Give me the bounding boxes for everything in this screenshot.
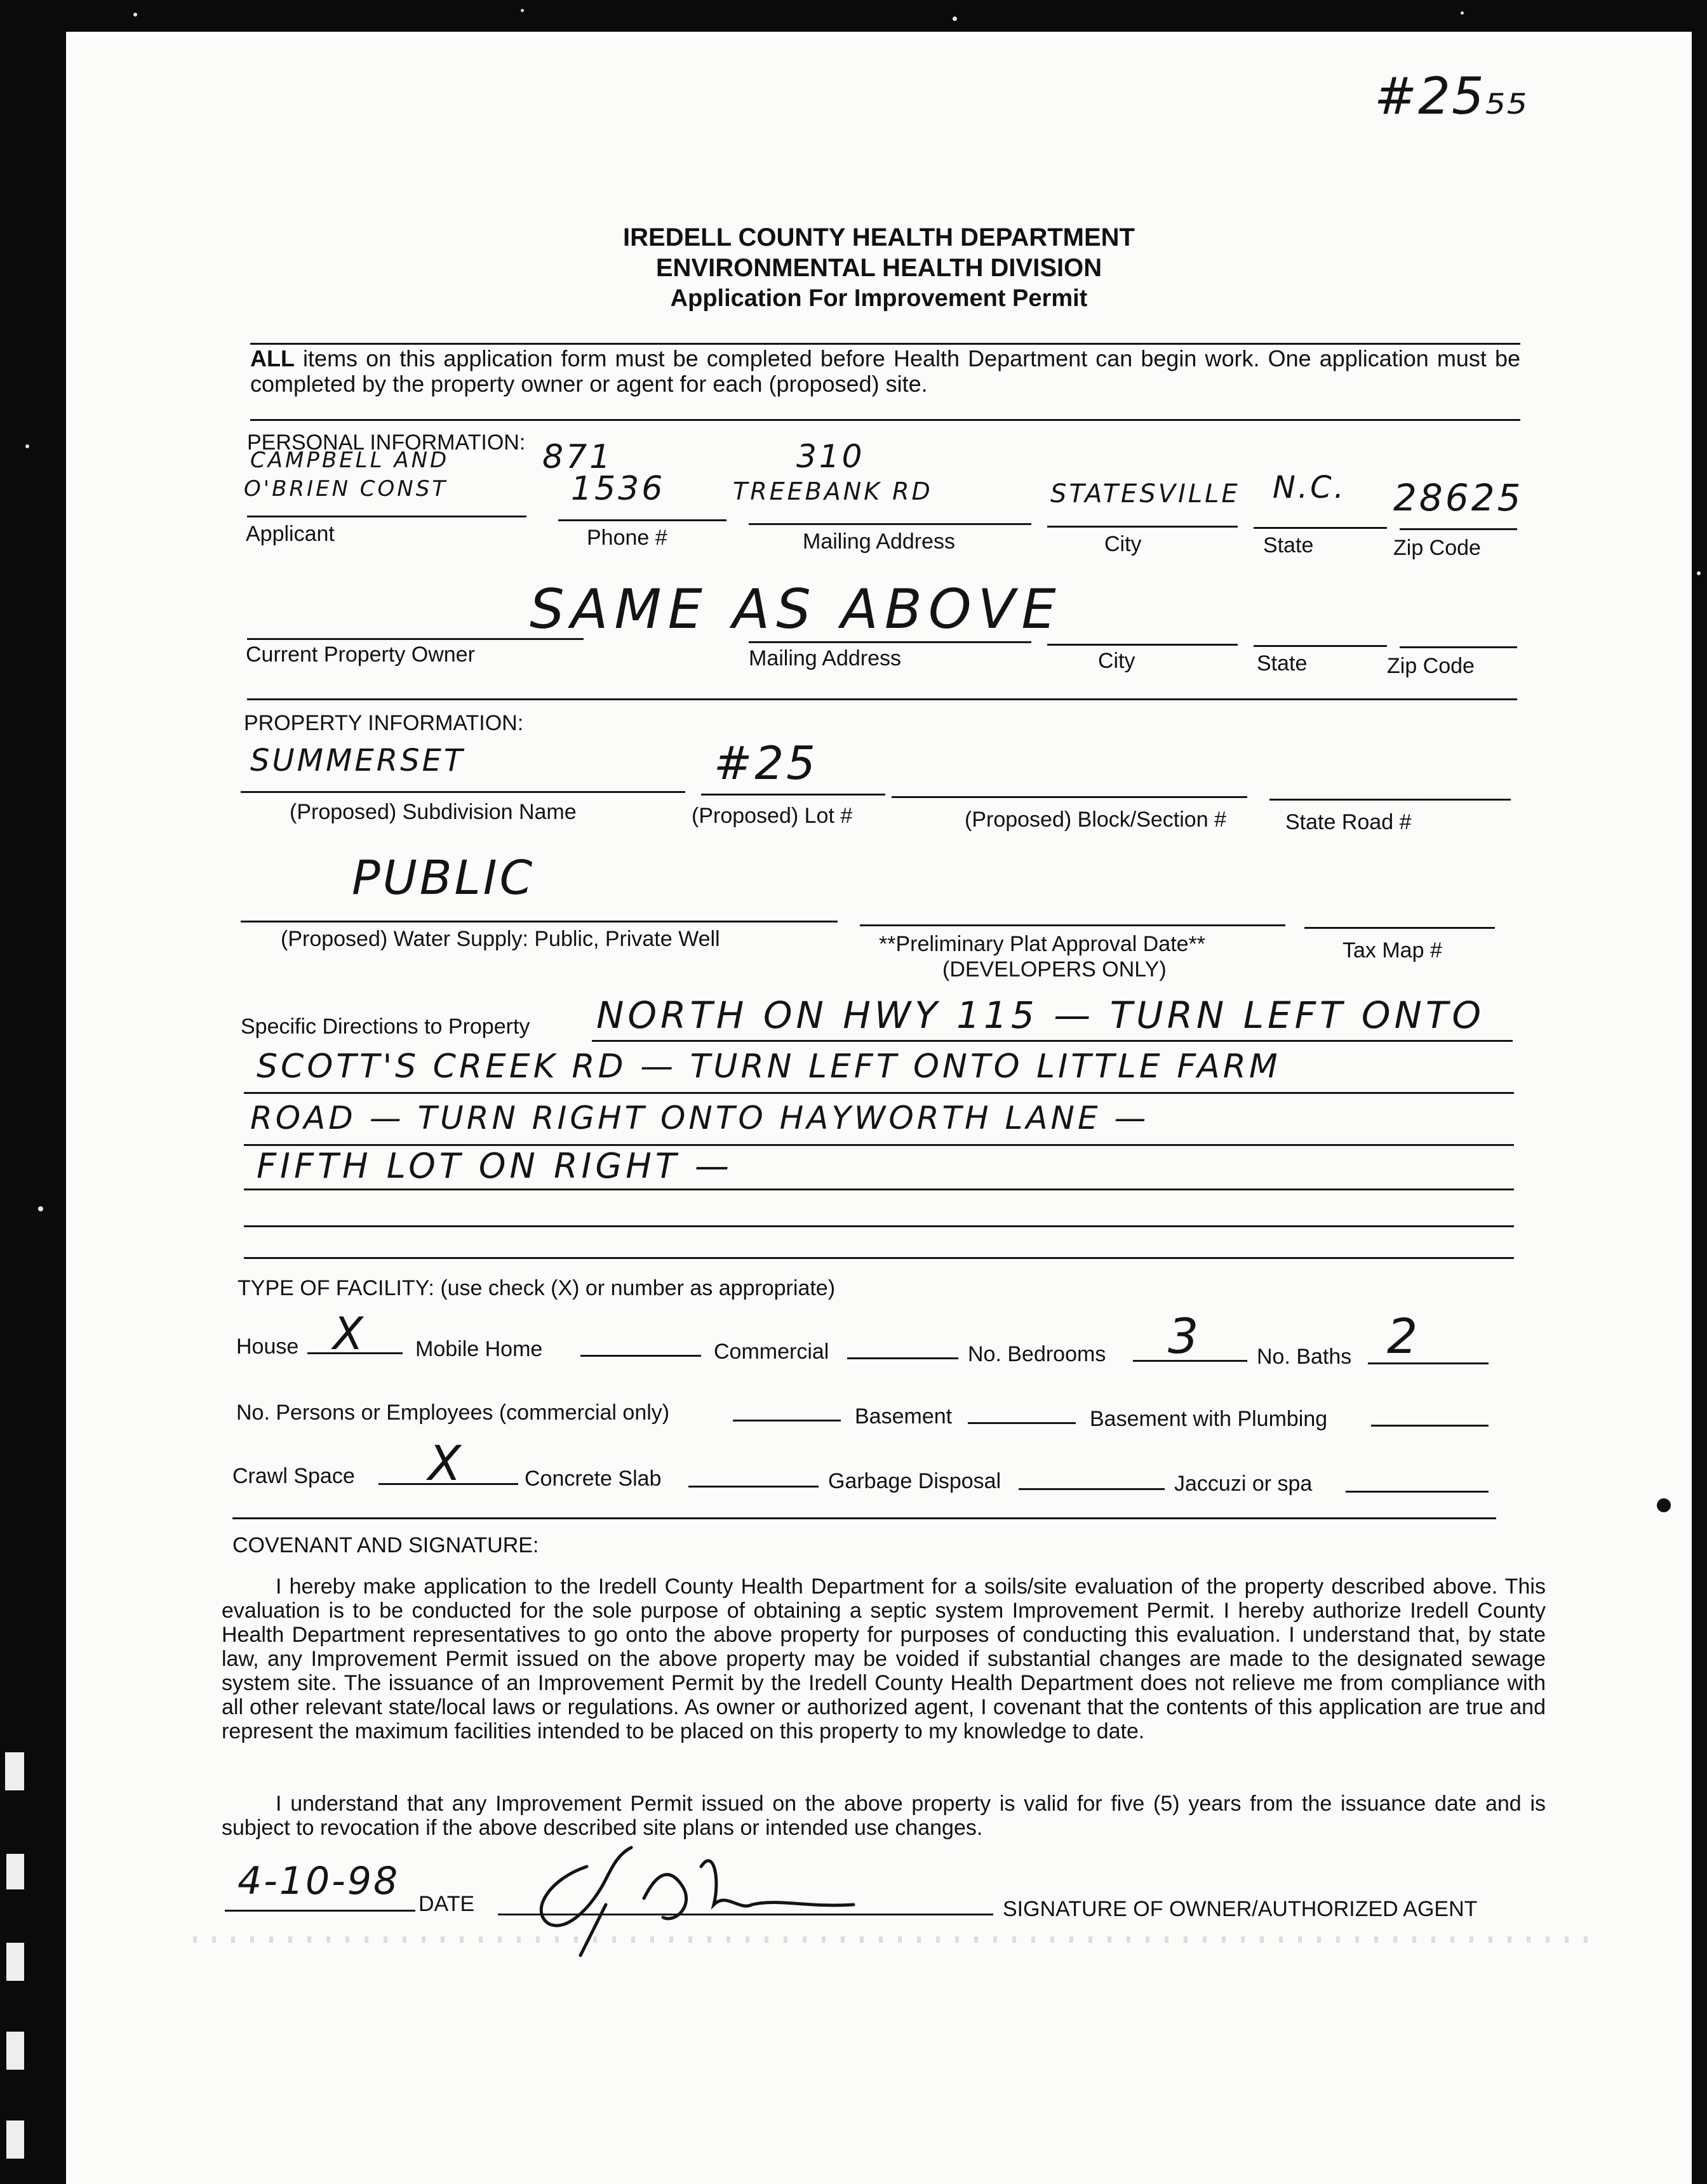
plat-line (860, 924, 1285, 926)
edge-mark (6, 1943, 24, 1981)
basement-label: Basement (855, 1404, 953, 1428)
scan-speck (1461, 11, 1464, 15)
directions-rule (244, 1257, 1514, 1259)
address-line (749, 523, 1031, 525)
city-label: City (1104, 532, 1142, 556)
zip-value: 28625 (1393, 476, 1523, 519)
directions-line2: SCOTT'S CREEK RD — TURN LEFT ONTO LITTLE FARM (257, 1048, 1281, 1086)
subdivision-line (241, 791, 685, 793)
jacuzzi-label: Jaccuzi or spa (1174, 1472, 1313, 1496)
directions-line3: ROAD — TURN RIGHT ONTO HAYWORTH LANE — (250, 1100, 1149, 1136)
applicant-value-line2: O'BRIEN CONST (244, 476, 448, 502)
scan-noise (193, 1936, 1590, 1943)
scan-speck (38, 1206, 43, 1211)
edge-mark (6, 2121, 24, 2159)
covenant-paragraph2: I understand that any Improvement Permit issued on the above property is valid for five (5) years from the issuance date and is subject to revocation if the above described site plans or intended use changes. (222, 1792, 1546, 1840)
basement-plumbing-label: Basement with Plumbing (1090, 1407, 1328, 1431)
road-line (1269, 799, 1511, 801)
zip-label: Zip Code (1393, 536, 1481, 560)
date-value: 4-10-98 (238, 1859, 400, 1903)
baths-label: No. Baths (1257, 1345, 1352, 1369)
directions-line1: NORTH ON HWY 115 — TURN LEFT ONTO (596, 994, 1485, 1037)
lot-label: (Proposed) Lot # (692, 804, 853, 828)
covenant-paragraph1: I hereby make application to the Iredell County Health Department for a soils/site evaluation of the property described above. This evaluation is to be conducted for the sole purpose of obtaining a septic system Improvement Permit. I hereby authorize Iredell County Health Department representatives to go onto the above property for purposes of conducting this evaluation. I understand that, by state law, any Improvement Permit issued on the above property may be voided if substantial changes are made to the designated sewage system site. The issuance of an Improvement Permit by the Iredell County Health Department does not relieve me from compliance with all other relevant state/local laws or regulations. As owner or authorized agent, I covenant that the contents of this application are true and represent the maximum facilities intended to be placed on this property to my knowledge to date. (222, 1575, 1546, 1743)
personal-section-label: PERSONAL INFORMATION: (247, 430, 526, 455)
owner-state-label: State (1257, 651, 1308, 676)
commercial-line (847, 1357, 958, 1359)
block-line (892, 796, 1247, 798)
jacuzzi-line (1346, 1491, 1489, 1493)
owner-city-label: City (1098, 649, 1135, 673)
lot-value: #25 (714, 736, 818, 790)
water-label: (Proposed) Water Supply: Public, Private Well (281, 927, 720, 951)
scan-speck (133, 13, 137, 17)
basement-line (968, 1422, 1076, 1424)
divider (247, 698, 1517, 700)
owner-line (247, 638, 584, 640)
bedrooms-label: No. Bedrooms (968, 1342, 1106, 1366)
divider (250, 343, 1520, 345)
owner-zip-label: Zip Code (1387, 654, 1475, 678)
phone-value-line2: 1536 (571, 470, 666, 508)
state-line (1254, 527, 1387, 529)
baths-value: 2 (1387, 1308, 1421, 1364)
facility-title (238, 1276, 835, 1301)
directions-rule (244, 1225, 1514, 1227)
header-line3: Application For Improvement Permit (670, 285, 1088, 312)
concrete-slab-line (688, 1486, 819, 1488)
owner-zip-line (1400, 646, 1517, 648)
directions-line4: FIFTH LOT ON RIGHT — (257, 1146, 733, 1186)
applicant-line (247, 516, 526, 517)
city-value: STATESVILLE (1050, 479, 1240, 509)
water-line (241, 921, 838, 922)
header-line2: ENVIRONMENTAL HEALTH DIVISION (655, 254, 1102, 282)
water-value: PUBLIC (352, 851, 535, 905)
tax-label: Tax Map # (1342, 938, 1442, 962)
property-section-label: PROPERTY INFORMATION: (244, 711, 524, 735)
subdivision-value: SUMMERSET (250, 743, 465, 778)
garbage-disposal-line (1019, 1488, 1165, 1490)
directions-rule (244, 1189, 1514, 1190)
plat-sublabel: (DEVELOPERS ONLY) (942, 957, 1167, 982)
form-header (66, 222, 1692, 314)
owner-mailing-label: Mailing Address (749, 646, 902, 670)
road-label: State Road # (1285, 810, 1412, 834)
state-value: N.C. (1273, 470, 1346, 505)
commercial-label: Commercial (714, 1340, 829, 1364)
persons-label: No. Persons or Employees (commercial only) (236, 1401, 670, 1425)
state-label: State (1263, 533, 1314, 557)
city-line (1047, 526, 1238, 528)
owner-label: Current Property Owner (246, 643, 475, 667)
binder-hole-mark (1657, 1498, 1671, 1512)
edge-mark (6, 1854, 24, 1889)
basement-plumbing-line (1371, 1425, 1489, 1427)
mobile-home-label: Mobile Home (415, 1337, 543, 1361)
address-value-line1: 310 (796, 438, 865, 475)
mailing-label: Mailing Address (803, 529, 956, 554)
stamp-number: #25₅₅ (1374, 67, 1529, 126)
facility-subtitle: (use check (X) or number as appropriate) (440, 1276, 836, 1300)
scan-speck (953, 17, 957, 21)
applicant-value-line1: CAMPBELL AND (250, 448, 450, 473)
mobile-home-line (580, 1355, 701, 1357)
directions-rule (592, 1040, 1513, 1042)
form-page (66, 32, 1692, 2184)
bedrooms-value: 3 (1168, 1308, 1202, 1364)
owner-address-line (749, 641, 1031, 643)
phone-value-line1: 871 (542, 438, 613, 476)
tax-line (1304, 927, 1495, 929)
plat-label: **Preliminary Plat Approval Date** (879, 932, 1206, 956)
phone-line (558, 519, 726, 521)
subdivision-label: (Proposed) Subdivision Name (290, 800, 577, 824)
covenant-title: COVENANT AND SIGNATURE: (232, 1533, 539, 1557)
date-line (225, 1910, 415, 1912)
edge-mark (6, 2032, 24, 2070)
baths-line (1368, 1362, 1489, 1364)
house-label: House (236, 1335, 299, 1359)
edge-mark (5, 1752, 24, 1790)
intro-bold: ALL (250, 345, 295, 371)
zip-line (1400, 528, 1517, 530)
header-line1: IREDELL COUNTY HEALTH DEPARTMENT (623, 223, 1135, 251)
facility-title-text: TYPE OF FACILITY: (238, 1276, 434, 1300)
owner-city-line (1047, 644, 1238, 646)
scan-speck (25, 444, 29, 448)
directions-label: Specific Directions to Property (241, 1015, 530, 1039)
signature-label: SIGNATURE OF OWNER/AUTHORIZED AGENT (1003, 1897, 1478, 1921)
directions-rule (244, 1092, 1514, 1094)
persons-line (733, 1420, 841, 1422)
address-value-line2: TREEBANK RD (733, 477, 933, 505)
phone-label: Phone # (587, 526, 667, 550)
applicant-label: Applicant (246, 522, 335, 546)
intro-body: items on this application form must be completed before Health Department can begin work. One application must be completed by the property owner or agent for each (proposed) site. (250, 345, 1520, 397)
divider (232, 1517, 1496, 1519)
scan-speck (521, 9, 524, 12)
crawl-space-value: X (428, 1435, 464, 1491)
garbage-disposal-label: Garbage Disposal (828, 1469, 1001, 1493)
scan-speck (1697, 571, 1701, 575)
lot-line (701, 794, 885, 796)
crawl-space-label: Crawl Space (232, 1464, 355, 1488)
house-value: X (333, 1308, 366, 1360)
date-label: DATE (418, 1892, 475, 1916)
owner-value: SAME AS ABOVE (530, 578, 1062, 641)
block-label: (Proposed) Block/Section # (965, 808, 1226, 832)
concrete-slab-label: Concrete Slab (525, 1467, 662, 1491)
owner-state-line (1254, 645, 1387, 647)
intro-text (250, 346, 1520, 397)
divider (250, 419, 1520, 421)
